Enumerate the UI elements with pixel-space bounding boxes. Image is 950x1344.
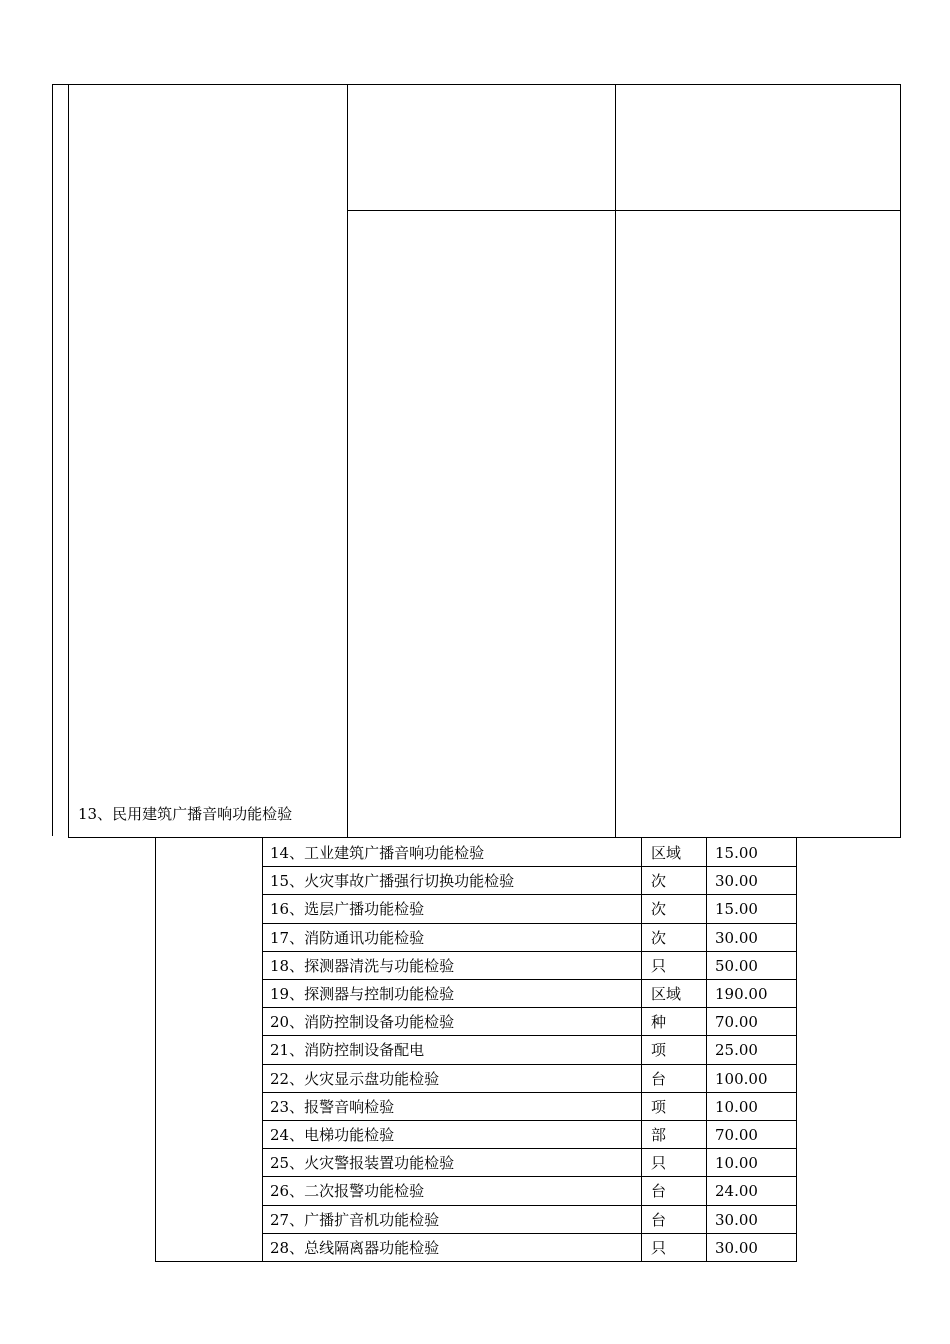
table-row [155, 1036, 796, 1064]
row-item-name: 14、工业建筑广播音响功能检验 [270, 844, 485, 862]
row-value: 25.00 [715, 1041, 758, 1059]
row-value: 10.00 [715, 1098, 758, 1116]
row-value: 30.00 [715, 929, 758, 947]
table-row [155, 1008, 796, 1036]
table-row [155, 895, 796, 923]
table-row [155, 1206, 796, 1234]
row-value: 70.00 [715, 1126, 758, 1144]
row-item-name: 16、选层广播功能检验 [270, 900, 425, 918]
row-value: 30.00 [715, 1239, 758, 1257]
upper-top-border [52, 84, 901, 85]
row-unit: 台 [651, 1070, 667, 1088]
table-row [155, 839, 796, 867]
row-value: 30.00 [715, 1211, 758, 1229]
row-value: 30.00 [715, 872, 758, 890]
row-value: 10.00 [715, 1154, 758, 1172]
row-item-name: 22、火灾显示盘功能检验 [270, 1070, 440, 1088]
row-unit: 次 [651, 872, 667, 890]
row-value: 70.00 [715, 1013, 758, 1031]
item-13-number: 13、 [78, 805, 113, 823]
row-unit: 次 [651, 929, 667, 947]
row-unit: 台 [651, 1211, 667, 1229]
lower-right-border [796, 838, 797, 1262]
row-item-name: 25、火灾警报装置功能检验 [270, 1154, 455, 1172]
table-row [155, 1177, 796, 1205]
row-value: 100.00 [715, 1070, 768, 1088]
row-value: 15.00 [715, 844, 758, 862]
row-item-name: 21、消防控制设备配电 [270, 1041, 425, 1059]
upper-col-divider-1 [347, 84, 348, 838]
table-row [155, 867, 796, 895]
row-unit: 只 [651, 1239, 667, 1257]
table-row [155, 980, 796, 1008]
upper-row-divider [347, 210, 901, 211]
table-row [155, 1149, 796, 1177]
upper-bottom-border [68, 837, 901, 838]
row-value: 190.00 [715, 985, 768, 1003]
table-row [155, 1234, 796, 1262]
row-item-name: 23、报警音响检验 [270, 1098, 395, 1116]
table-row [155, 952, 796, 980]
row-unit: 部 [651, 1126, 667, 1144]
row-item-name: 15、火灾事故广播强行切换功能检验 [270, 872, 515, 890]
row-value: 24.00 [715, 1182, 758, 1200]
table-row [155, 924, 796, 952]
row-unit: 区域 [651, 844, 682, 862]
upper-left-outer-rule [52, 84, 53, 836]
row-unit: 台 [651, 1182, 667, 1200]
row-item-name: 28、总线隔离器功能检验 [270, 1239, 440, 1257]
row-unit: 只 [651, 957, 667, 975]
table-row [155, 1093, 796, 1121]
row-item-name: 17、消防通讯功能检验 [270, 929, 425, 947]
row-item-name: 18、探测器清洗与功能检验 [270, 957, 455, 975]
item-13-label [78, 805, 292, 823]
row-unit: 种 [651, 1013, 667, 1031]
table-row [155, 1065, 796, 1093]
row-unit: 项 [651, 1041, 667, 1059]
upper-left-inner-rule [68, 84, 69, 838]
row-item-name: 19、探测器与控制功能检验 [270, 985, 455, 1003]
row-value: 15.00 [715, 900, 758, 918]
row-unit: 项 [651, 1098, 667, 1116]
upper-right-border [900, 84, 901, 838]
item-13-text: 民用建筑广播音响功能检验 [112, 805, 293, 823]
table-row [155, 1121, 796, 1149]
row-value: 50.00 [715, 957, 758, 975]
row-item-name: 27、广播扩音机功能检验 [270, 1211, 440, 1229]
row-item-name: 20、消防控制设备功能检验 [270, 1013, 455, 1031]
row-unit: 只 [651, 1154, 667, 1172]
upper-col-divider-2 [615, 84, 616, 838]
row-unit: 次 [651, 900, 667, 918]
row-item-name: 24、电梯功能检验 [270, 1126, 395, 1144]
row-unit: 区域 [651, 985, 682, 1003]
row-item-name: 26、二次报警功能检验 [270, 1182, 425, 1200]
